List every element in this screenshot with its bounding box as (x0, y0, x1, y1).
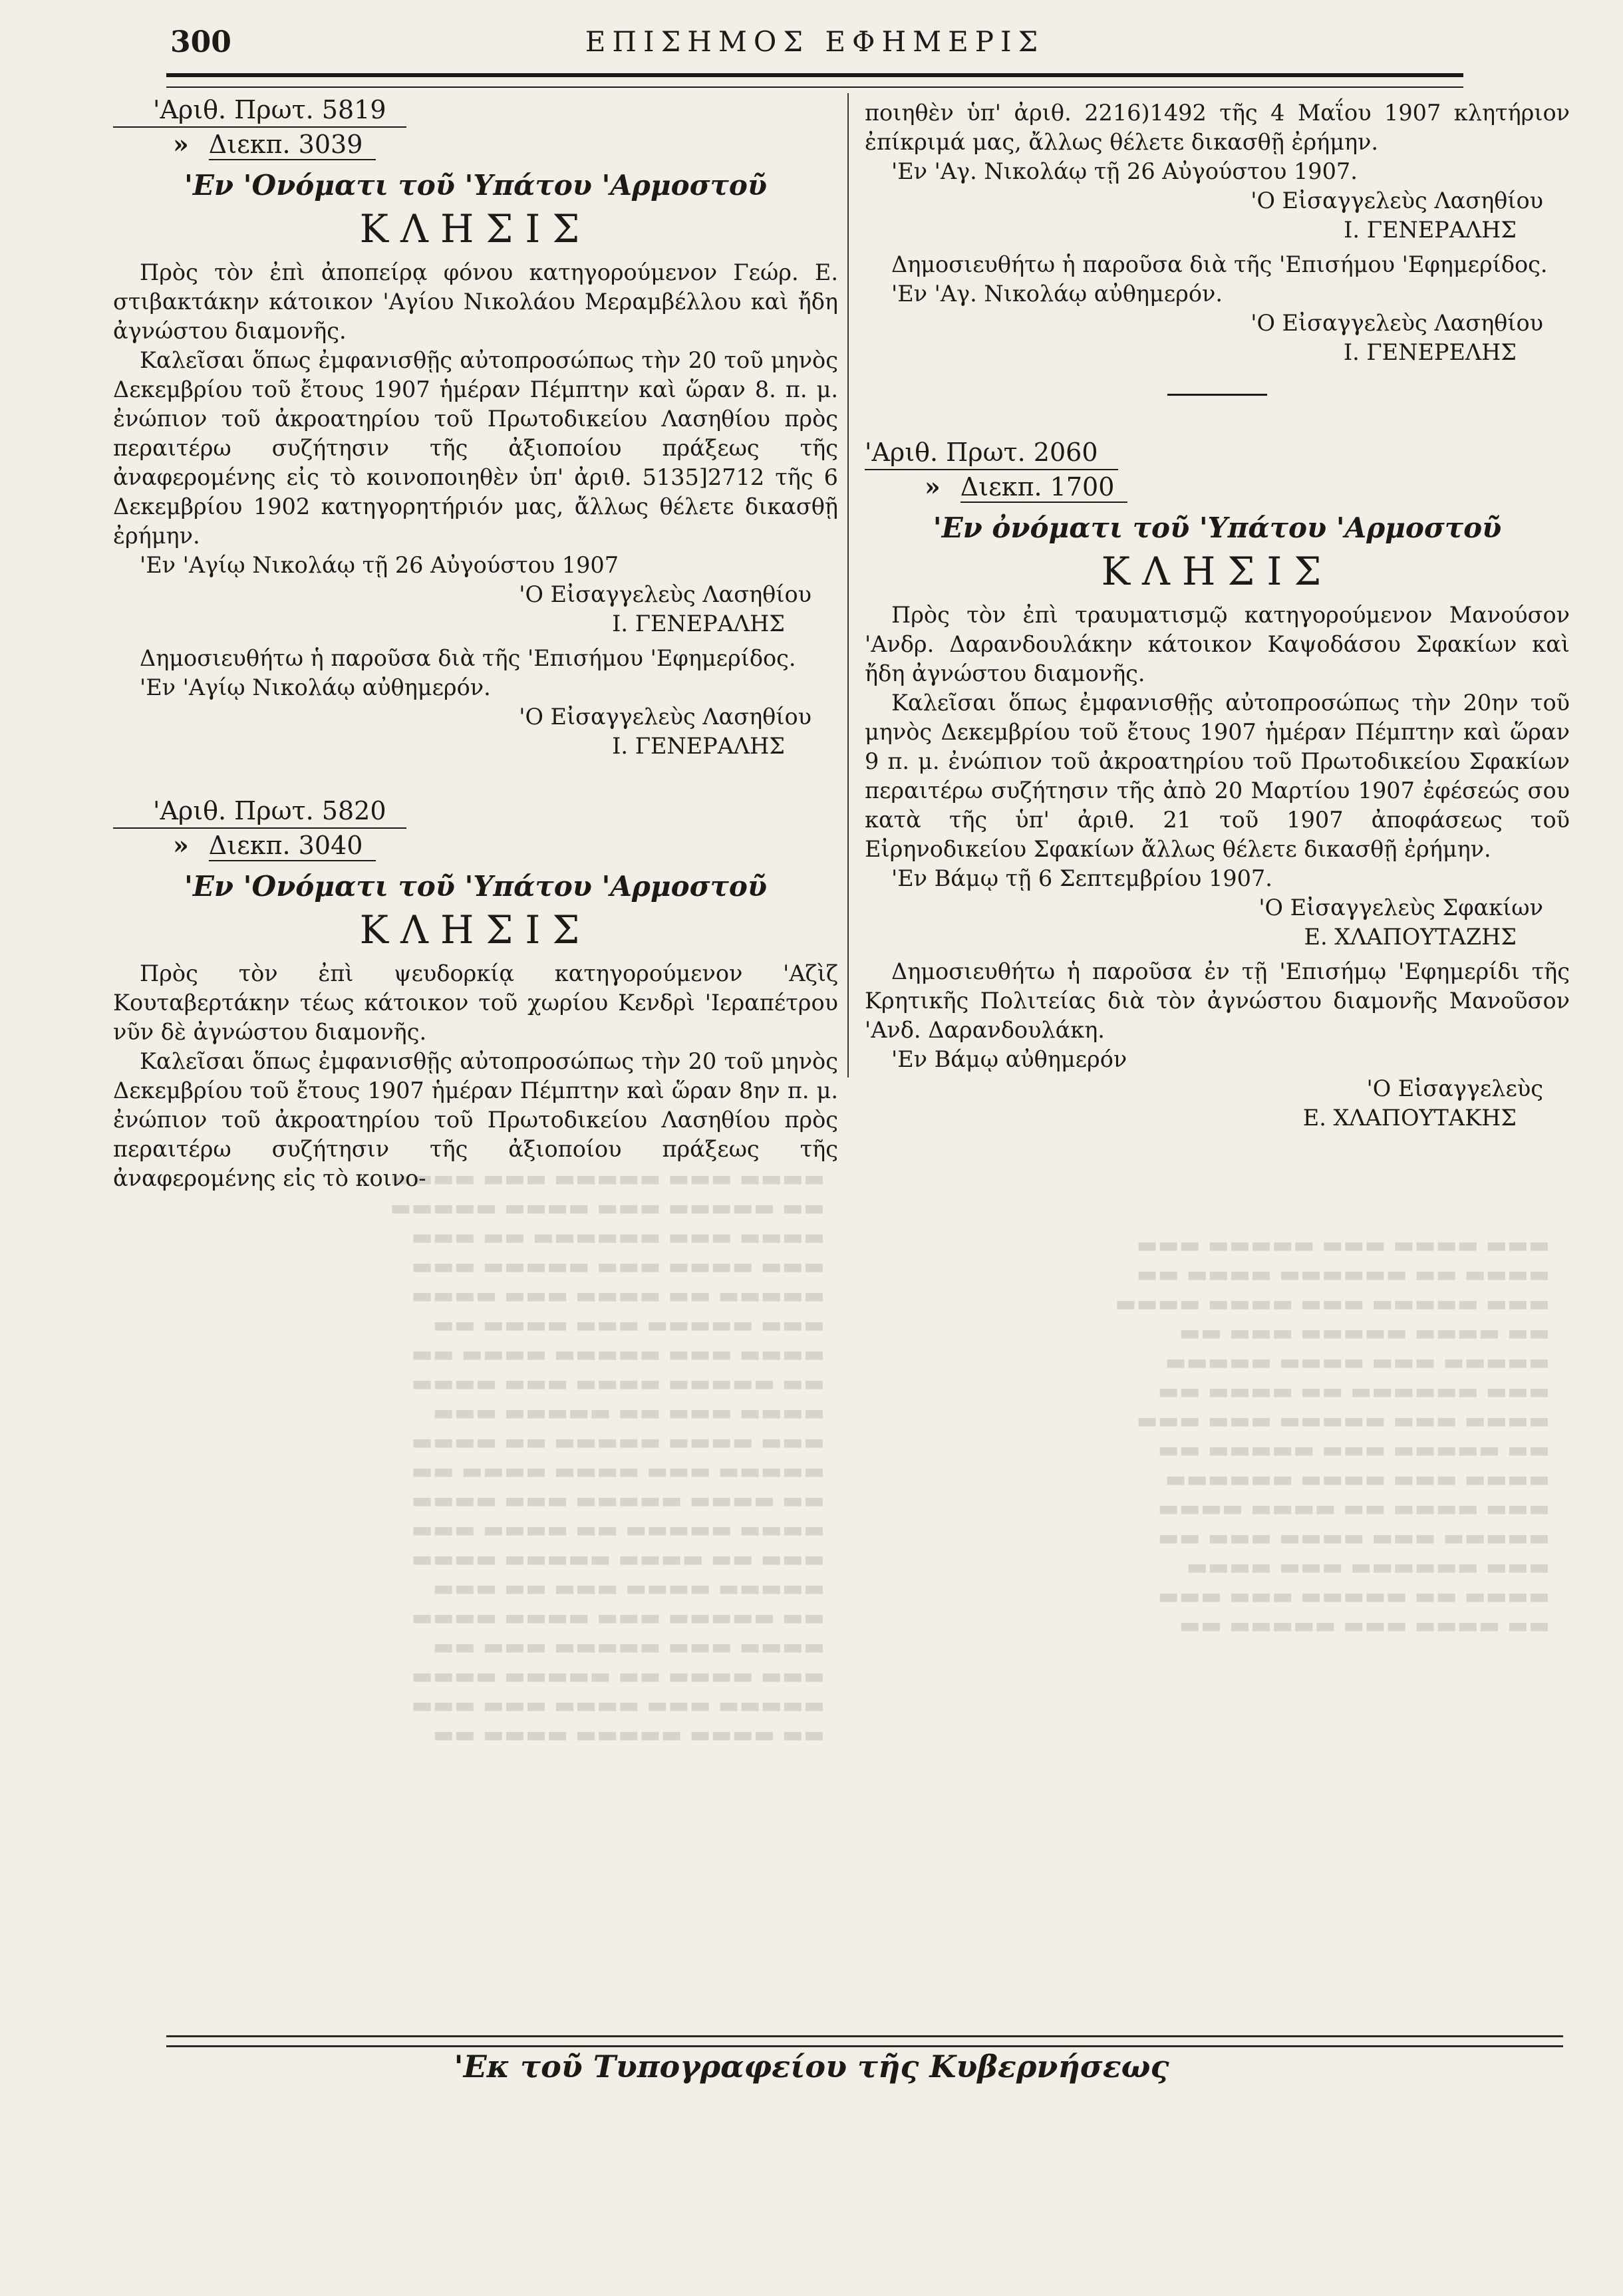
document-type-heading: ΚΛΗΣΙΣ (359, 907, 592, 952)
protocol-number-line (865, 436, 1570, 470)
addressee-paragraph: Πρὸς τὸν ἐπὶ τραυματισμῷ κατηγορούμενον Μανούσον 'Ανδρ. Δαρανδουλάκην κάτοικον Καψοδάσου Σφακίων καὶ ἤδη ἀγνώστου διαμονῆς. (865, 602, 1570, 686)
ditto-mark: » (173, 129, 189, 159)
protocol-number-line (113, 93, 838, 128)
protocol-number: 'Αριθ. Πρωτ. 2060 (865, 436, 1118, 470)
notice-body (865, 601, 1570, 893)
left-column (113, 93, 838, 1226)
signature-name: Ι. ΓΕΝΕΡΕΛΗΣ (1343, 339, 1517, 365)
signature-name: Ι. ΓΕΝΕΡΑΛΗΣ (612, 733, 785, 759)
signature-role: 'Ο Εἰσαγγελεὺς Λασηθίου (1251, 310, 1543, 336)
protocol-number-line (113, 794, 838, 829)
continuation-paragraph: ποιηθὲν ὑπ' ἀριθ. 2216)1492 τῆς 4 Μαΐου 1907 κλητήριον ἐπίκριμά μας, ἄλλως θέλετε δικασθῇ ἐρήμην. (865, 100, 1570, 155)
summons-notice-5820 (113, 794, 838, 1193)
ditto-mark: » (925, 472, 941, 502)
page-header (166, 25, 1463, 72)
section-separator (1167, 394, 1267, 396)
dispatch-number-line (113, 829, 838, 862)
signature-name: Ε. ΧΛΑΠΟΥΤΑΖΗΣ (1304, 924, 1517, 950)
show-through-texture: ▬▬▬ ▬▬▬▬ ▬▬▬ ▬▬▬▬▬ ▬▬▬ ▬▬▬▬ ▬▬ ▬▬▬▬▬▬ ▬▬▬▬ ▬▬ ▬▬▬ ▬▬▬▬▬ ▬▬▬ ▬▬▬▬ ▬▬▬▬ ▬▬ ▬▬▬▬ ▬▬▬▬▬ ▬▬▬ ▬▬ ▬▬▬▬▬ ▬▬▬ ▬▬▬▬ ▬▬▬▬▬ ▬▬▬ ▬▬▬▬▬▬ ▬▬ ▬▬▬▬ ▬▬ ▬▬▬▬ ▬▬▬ ▬▬▬▬▬ ▬▬▬ ▬▬▬ ▬▬ ▬▬▬▬▬ ▬▬▬ ▬▬▬▬▬ ▬▬ ▬▬▬▬ ▬▬▬ ▬▬▬▬ ▬▬▬▬▬▬ ▬▬▬ ▬▬▬▬ ▬▬ ▬▬▬▬ ▬▬▬▬ ▬▬▬▬▬ ▬▬▬ ▬▬▬▬ ▬▬▬ ▬▬ ▬▬▬ ▬▬▬▬▬▬ ▬▬▬ ▬▬▬▬ ▬▬▬▬ ▬▬ ▬▬▬▬▬ ▬▬▬ ▬▬▬ ▬▬ ▬▬▬▬ ▬▬▬ ▬▬▬▬▬ ▬▬ (1115, 1232, 1550, 1639)
addressee-paragraph: Πρὸς τὸν ἐπὶ ἀποπείρᾳ φόνου κατηγορούμενον Γεώρ. Ε. στιβακτάκην κάτοικον 'Αγίου Νικολάου Μεραμβέλλου καὶ ἤδη ἀγνώστου διαμονῆς. (113, 259, 838, 344)
footer-rule (166, 2035, 1563, 2047)
summons-paragraph: Καλεῖσαι ὅπως ἐμφανισθῇς αὐτοπροσώπως τὴν 20 τοῦ μηνὸς Δεκεμβρίου τοῦ ἔτους 1907 ἡμέραν Πέμπτην καὶ ὥραν 8. π. μ. ἐνώπιον τοῦ ἀκροατηρίου τοῦ Πρωτοδικείου Λασηθίου πρὸς περαιτέρω συζήτησιν τῆς ἀξιοποίου πράξεως τῆς ἀναφερομένης εἰς τὸ κοινοποιηθὲν ὑπ' ἀριθ. 5135]2712 τῆς 6 Δεκεμβρίου 1902 κατηγορητήριόν μας, ἄλλως θέλετε δικασθῇ ἐρήμην. (113, 347, 838, 549)
publication-order (865, 957, 1570, 1074)
right-column (865, 93, 1570, 1166)
document-type-heading: ΚΛΗΣΙΣ (1101, 549, 1334, 594)
summons-notice-2060 (865, 436, 1570, 1133)
summons-paragraph: Καλεῖσαι ὅπως ἐμφανισθῇς αὐτοπροσώπως τὴν 20 τοῦ μηνὸς Δεκεμβρίου τοῦ ἔτους 1907 ἡμέραν Πέμπτην καὶ ὥραν 8ην π. μ. ἐνώπιον τοῦ ἀκροατηρίου τοῦ Πρωτοδικείου Λασηθίου πρὸς περαιτέρω συζήτησιν τῆς ἀξιοποίου πράξεως τῆς ἀναφερομένης εἰς τὸ κοινο- (113, 1048, 838, 1191)
printer-imprint: 'Εκ τοῦ Τυπογραφείου τῆς Κυβερνήσεως (454, 2049, 1169, 2084)
signature-name: Ι. ΓΕΝΕΡΑΛΗΣ (1344, 217, 1517, 243)
publication-order (113, 644, 838, 702)
place-date-line: 'Εν 'Αγ. Νικολάῳ τῇ 26 Αὐγούστου 1907. (891, 158, 1358, 184)
signature-role: 'Ο Εἰσαγγελεὺς Σφακίων (1258, 895, 1543, 921)
invocation-heading: 'Εν 'Ονόματι τοῦ 'Υπάτου 'Αρμοστοῦ (184, 870, 767, 903)
signature-name: Ε. ΧΛΑΠΟΥΤΑΚΗΣ (1302, 1105, 1517, 1131)
dispatch-number: Διεκπ. 3040 (209, 831, 376, 861)
signature-name: Ι. ΓΕΝΕΡΑΛΗΣ (612, 611, 785, 637)
summons-continuation (865, 98, 1570, 396)
summons-notice-5819 (113, 93, 838, 761)
publication-order-text: Δημοσιευθήτω ἡ παροῦσα ἐν τῇ 'Επισήμῳ 'Εφημερίδι τῆς Κρητικῆς Πολιτείας διὰ τὸν ἀγνώστου διαμονῆς Μανοῦσον 'Ανδ. Δαρανδουλάκη. (865, 958, 1570, 1043)
invocation-heading: 'Εν ὀνόματι τοῦ 'Υπάτου 'Αρμοστοῦ (933, 511, 1502, 544)
signature-role: 'Ο Εἰσαγγελεὺς Λασηθίου (1251, 188, 1543, 214)
notice-body (113, 959, 838, 1193)
dispatch-number-line (865, 470, 1570, 503)
dispatch-number-line (113, 128, 838, 161)
publication-order (865, 250, 1570, 309)
header-rule (166, 73, 1463, 88)
ditto-mark: » (173, 830, 189, 860)
publication-place-line: 'Εν Βάμῳ αὐθημερόν (891, 1046, 1127, 1072)
column-divider (847, 93, 849, 1077)
publication-place-line: 'Εν 'Αγ. Νικολάῳ αὐθημερόν. (891, 281, 1223, 307)
publication-order-text: Δημοσιευθήτω ἡ παροῦσα διὰ τῆς 'Επισήμου 'Εφημερίδος. (140, 645, 796, 671)
document-type-heading: ΚΛΗΣΙΣ (359, 206, 592, 251)
signature-role: 'Ο Εἰσαγγελεὺς (1366, 1076, 1543, 1101)
invocation-heading: 'Εν 'Ονόματι τοῦ 'Υπάτου 'Αρμοστοῦ (184, 169, 767, 202)
signature-role: 'Ο Εἰσαγγελεὺς Λασηθίου (519, 704, 811, 730)
protocol-number: 'Αριθ. Πρωτ. 5820 (113, 794, 406, 829)
publication-order-text: Δημοσιευθήτω ἡ παροῦσα διὰ τῆς 'Επισήμου 'Εφημερίδος. (891, 251, 1548, 277)
protocol-number: 'Αριθ. Πρωτ. 5819 (113, 93, 406, 128)
page-number: 300 (170, 25, 231, 59)
newspaper-title: ΕΠΙΣΗΜΟΣ ΕΦΗΜΕΡΙΣ (585, 25, 1045, 58)
signature-role: 'Ο Εἰσαγγελεὺς Λασηθίου (519, 581, 811, 607)
summons-paragraph: Καλεῖσαι ὅπως ἐμφανισθῇς αὐτοπροσώπως τὴν 20ην τοῦ μηνὸς Δεκεμβρίου τοῦ ἔτους 1907 ἡμέραν Πέμπτην καὶ ὥραν 9 π. μ. ἐνώπιον τοῦ ἀκροατηρίου τοῦ Πρωτοδικείου Σφακίων περαιτέρω συζήτησιν τῆς ἀπὸ 20 Μαρτίου 1907 ἐφέσεώς σου κατὰ τῆς ὑπ' ἀριθ. 21 τοῦ 1907 ἀποφάσεως τοῦ Εἰρηνοδικείου Σφακίων ἄλλως θέλετε δικασθῇ ἐρήμην. (865, 690, 1570, 862)
place-date-line: 'Εν 'Αγίῳ Νικολάῳ τῇ 26 Αὐγούστου 1907 (140, 552, 619, 578)
dispatch-number: Διεκπ. 1700 (960, 472, 1128, 503)
publication-place-line: 'Εν 'Αγίῳ Νικολάῳ αὐθημερόν. (140, 674, 491, 700)
continuation-body (865, 98, 1570, 186)
notice-body (113, 258, 838, 580)
addressee-paragraph: Πρὸς τὸν ἐπὶ ψευδορκίᾳ κατηγορούμενον 'Αζὶζ Κουταβερτάκην τέως κάτοικον τοῦ χωρίου Κενδρὶ 'Ιεραπέτρου νῦν δὲ ἀγνώστου διαμονῆς. (113, 960, 838, 1045)
show-through-texture: ▬▬▬▬ ▬▬▬ ▬▬▬▬▬ ▬▬▬ ▬▬▬▬ ▬▬ ▬▬▬▬▬ ▬▬▬ ▬▬▬▬ ▬▬▬▬▬ ▬▬▬▬ ▬▬▬ ▬▬▬▬▬▬ ▬▬ ▬▬▬ ▬▬▬ ▬▬▬▬ ▬▬▬ ▬▬▬▬▬ ▬▬▬ ▬▬▬▬▬ ▬▬ ▬▬▬▬ ▬▬▬ ▬▬▬▬ ▬▬▬ ▬▬▬▬▬ ▬▬▬ ▬▬▬▬ ▬▬ ▬▬▬▬ ▬▬▬ ▬▬▬▬▬ ▬▬▬▬ ▬▬ ▬▬ ▬▬▬▬▬ ▬▬▬▬ ▬▬▬ ▬▬▬▬ ▬▬▬▬ ▬▬▬ ▬▬ ▬▬▬▬▬ ▬▬▬ ▬▬▬ ▬▬▬▬ ▬▬▬▬▬ ▬▬ ▬▬▬▬ ▬▬▬▬▬ ▬▬▬ ▬▬▬▬ ▬▬▬▬ ▬▬ ▬▬ ▬▬▬▬ ▬▬▬▬▬ ▬▬▬ ▬▬▬▬ ▬▬▬▬ ▬▬▬▬▬ ▬▬ ▬▬▬▬ ▬▬▬ ▬▬▬ ▬▬ ▬▬▬▬ ▬▬▬▬▬ ▬▬▬▬ ▬▬▬▬▬ ▬▬▬▬ ▬▬▬ ▬▬ ▬▬▬ ▬▬ ▬▬▬▬▬ ▬▬▬ ▬▬▬▬ ▬▬▬▬ ▬▬▬▬ ▬▬▬ ▬▬▬▬▬ ▬▬▬ ▬▬ ▬▬▬ ▬▬▬▬ ▬▬ ▬▬▬▬▬ ▬▬▬▬ ▬▬▬▬▬ ▬▬▬ ▬▬▬▬ ▬▬▬ ▬▬▬ ▬▬ ▬▬▬▬ ▬▬▬▬▬ ▬▬▬▬ ▬▬ (390, 1165, 825, 1748)
place-date-line: 'Εν Βάμῳ τῇ 6 Σεπτεμβρίου 1907. (891, 865, 1272, 891)
dispatch-number: Διεκπ. 3039 (209, 130, 376, 160)
